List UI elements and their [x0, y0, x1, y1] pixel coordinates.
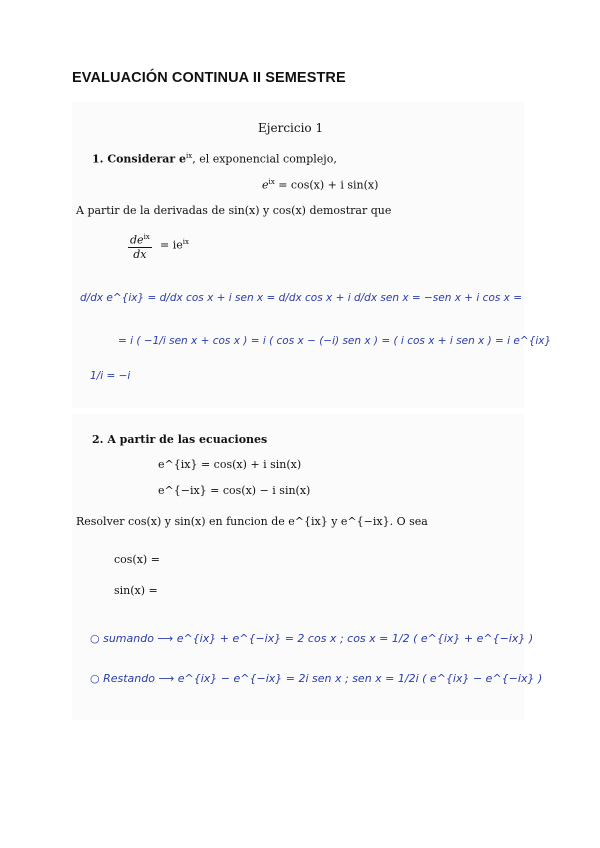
q1-handwritten-line-3: 1/i = −i [90, 370, 131, 382]
q2-instruction: Resolver cos(x) y sin(x) en funcion de e^{ix} y e^{−ix}. O sea [76, 515, 428, 528]
q1-handwritten-line-1: d/dx e^{ix} = d/dx cos x + i sen x = d/dx cos x + i d/dx sen x = −sen x + i cos x = [80, 292, 523, 304]
q2-statement [92, 433, 267, 446]
q1-eq-lhs-sup: ix [268, 178, 275, 186]
q2-cos-blank: cos(x) = [114, 553, 160, 566]
q1-instruction: A partir de la derivadas de sin(x) y cos(x) demostrar que [76, 204, 392, 217]
q2-equation-1: e^{ix} = cos(x) + i sin(x) [158, 458, 302, 471]
page-title: EVALUACIÓN CONTINUA II SEMESTRE [72, 70, 346, 86]
q1-handwritten-line-2: = i ( −1/i sen x + cos x ) = i ( cos x − (−i) sen x ) = ( i cos x + i sen x ) = i e^{ix} [118, 335, 552, 347]
q2-handwritten-line-2: ○ Restando ⟶ e^{ix} − e^{−ix} = 2i sen x ; sen x = 1/2i ( e^{ix} − e^{−ix} ) [90, 672, 543, 685]
q1-label-sup: ix [186, 152, 193, 160]
q1-euler-equation [262, 178, 378, 192]
q1-eq-rhs: = cos(x) + i sin(x) [278, 178, 379, 192]
q1-deriv-rhs: = ie [160, 238, 183, 252]
q1-statement [92, 152, 337, 166]
q1-label: 1. Considerar e [92, 152, 187, 166]
q1-deriv-num: de [130, 233, 144, 247]
q1-deriv-den: dx [133, 247, 147, 261]
q1-deriv-num-sup: ix [143, 233, 150, 241]
q1-derivative-fraction [128, 231, 152, 261]
q2-equation-2: e^{−ix} = cos(x) − i sin(x) [158, 484, 311, 497]
exercise-heading: Ejercicio 1 [258, 121, 324, 135]
q1-label-rest: , el exponencial complejo, [192, 152, 337, 166]
q1-deriv-rhs-sup: ix [182, 238, 189, 246]
q2-sin-blank: sin(x) = [114, 584, 158, 597]
q2-label: 2. A partir de las ecuaciones [92, 433, 268, 446]
q1-eq-lhs: e [262, 178, 269, 192]
q2-handwritten-line-1: ○ sumando ⟶ e^{ix} + e^{−ix} = 2 cos x ; cos x = 1/2 ( e^{ix} + e^{−ix} ) [90, 632, 534, 645]
q1-derivative-rhs [160, 238, 189, 252]
